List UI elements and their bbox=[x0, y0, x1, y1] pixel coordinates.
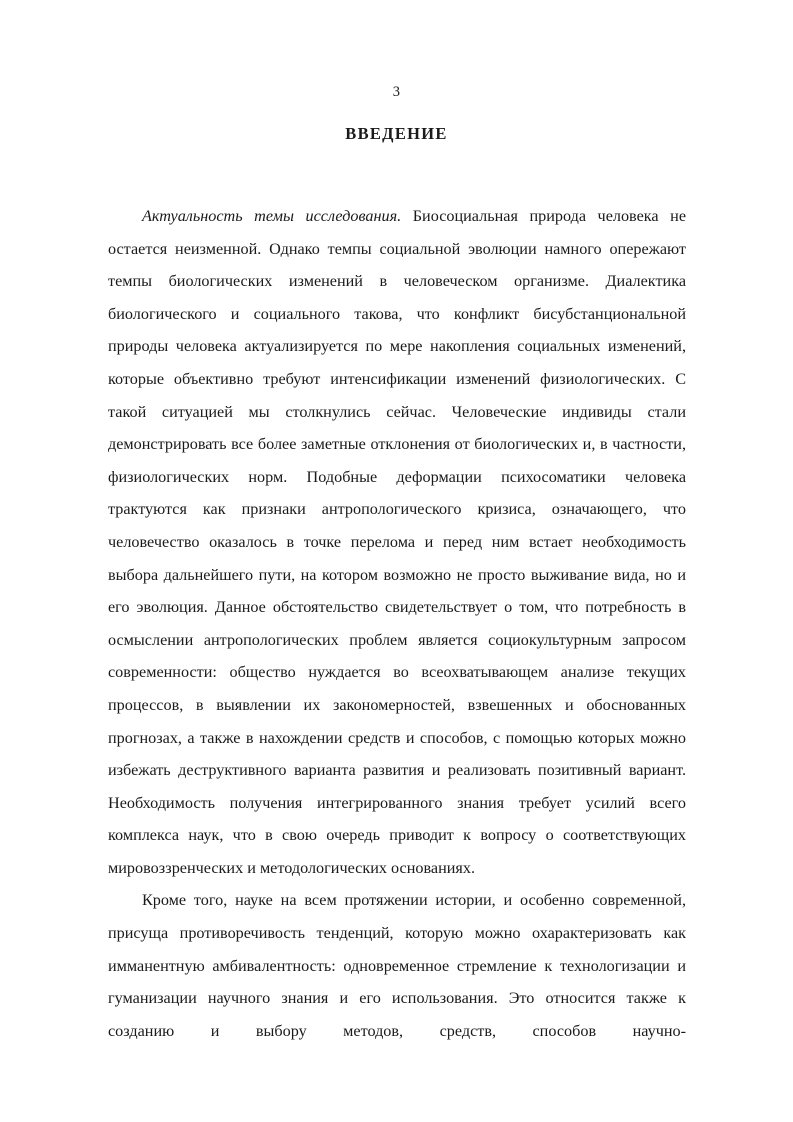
page-title: ВВЕДЕНИЕ bbox=[345, 124, 448, 143]
paragraph-1 bbox=[108, 200, 686, 884]
paragraph-2 bbox=[108, 884, 686, 1080]
paragraph-1-body: Биосоциальная природа человека не остается неизменной. Однако темпы социальной эволюции намного опережают темпы биологических изменений в человеческом организме. Диалектика биологического и социального такова, что конфликт бисубстанциональной природы человека актуализируется по мере накопления социальных изменений, которые объективно требуют интенсификации изменений физиологических. С такой ситуацией мы столкнулись сейчас. Человеческие индивиды стали демонстрировать все более заметные отклонения от биологических и, в частности, физиологических норм. Подобные деформации психосоматики человека трактуются как признаки антропологического кризиса, означающего, что человечество оказалось в точке перелома и перед ним встает необходимость выбора дальнейшего пути, на котором возможно не просто выживание вида, но и его эволюция. Данное обстоятельство свидетельствует о том, что потребность в осмыслении антропологических проблем является социокультурным запросом современности: общество нуждается во всеохватывающем анализе текущих процессов, в выявлении их закономерностей, взвешенных и обоснованных прогнозах, а также в нахождении средств и способов, с помощью которых можно избежать деструктивного варианта развития и реализовать позитивный вариант. Необходимость получения интегрированного знания требует усилий всего комплекса наук, что в свою очередь приводит к вопросу о соответствующих мировоззренческих и методологических основаниях. bbox=[108, 207, 687, 877]
body-text bbox=[108, 200, 686, 1080]
paragraph-1-lead-in: Актуальность темы исследования. bbox=[142, 207, 402, 225]
paragraph-2-body: Кроме того, науке на всем протяжении истории, и особенно современной, присуща противоречивость тенденций, которую можно охарактеризовать как имманентную амбивалентность: одновременное стремление к технологизации и гуманизации научного знания и его использования. Это относится также к созданию и выбору методов, средств, способов научно- bbox=[108, 891, 686, 1040]
page-number: 3 bbox=[392, 84, 401, 100]
